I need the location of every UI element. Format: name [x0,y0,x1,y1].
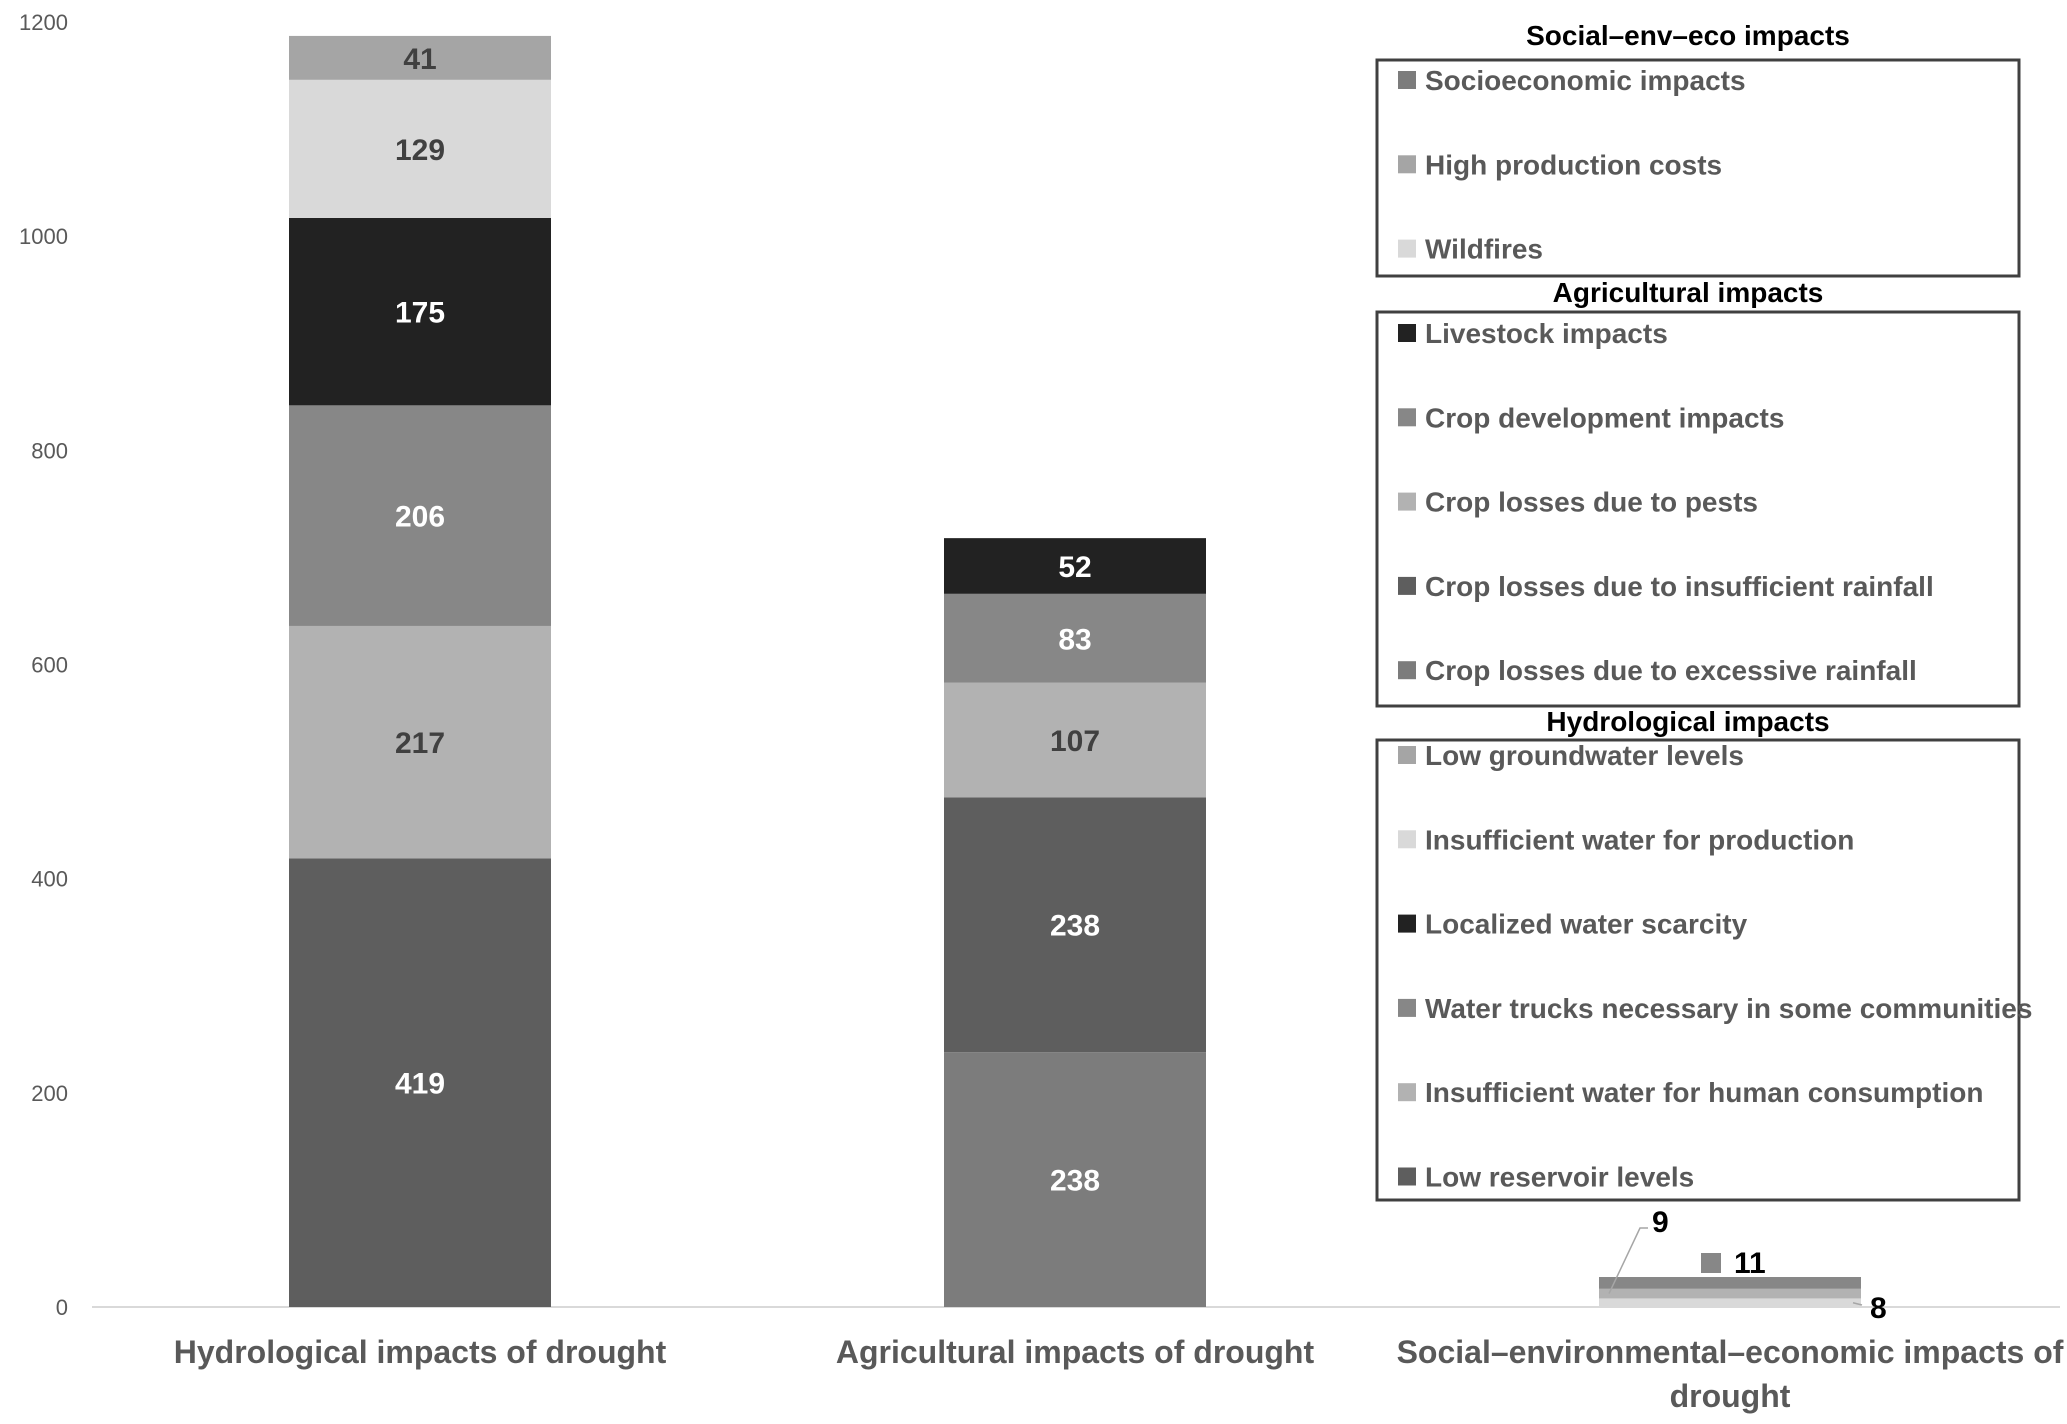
x-category-label: Agricultural impacts of drought [835,1334,1315,1370]
legend-swatch [1398,661,1416,679]
bar-segment [1599,1289,1861,1299]
data-label: 206 [394,500,446,534]
x-category-label: Social–environmental–economic impacts of drought [1396,1334,2064,1414]
legend-swatch [1398,324,1416,342]
legend-item-label: Crop losses due to insufficient rainfall [1425,570,1934,602]
legend-swatch [1398,1168,1416,1186]
legend-item-label: Crop losses due to excessive rainfall [1425,655,1917,687]
data-label: 175 [394,296,446,330]
legend-item-label: Crop losses due to pests [1425,486,1758,518]
data-label: 52 [1058,550,1092,584]
y-tick-label: 800 [31,438,68,464]
legend-swatch [1398,915,1416,933]
x-axis-labels [174,1334,2064,1414]
data-label: 8 [1870,1292,1887,1325]
legend-swatch [1398,240,1416,258]
legend-item-label: Insufficient water for production [1425,824,1855,856]
legend-item-label: Crop development impacts [1425,402,1785,434]
legend-swatch [1398,577,1416,595]
y-tick-label: 0 [55,1295,68,1320]
data-label: 238 [1049,1164,1101,1198]
legend-item-label: Localized water scarcity [1425,908,1748,940]
legend-item-label: Low reservoir levels [1425,1161,1695,1193]
y-tick-label: 1200 [19,10,68,35]
data-label: 217 [394,727,446,761]
legend-swatch [1398,155,1416,173]
data-label: 83 [1058,623,1092,657]
bar-segment [1599,1298,1861,1307]
y-tick-label: 600 [31,652,68,678]
legend-group-title: Agricultural impacts [1552,277,1824,308]
bar-segment [1599,1277,1861,1289]
y-tick-label: 200 [31,1080,68,1106]
legend-item-label: Livestock impacts [1425,318,1668,349]
legend-group-title: Hydrological impacts [1546,706,1830,737]
data-label: 9 [1652,1206,1669,1239]
legend-item-label: Water trucks necessary in some communities [1425,992,2033,1024]
data-label: 107 [1049,724,1101,758]
legend-item-label: Socioeconomic impacts [1425,65,1746,96]
data-label: 129 [394,133,446,167]
data-label: 11 [1734,1247,1766,1280]
data-label-key [1701,1253,1721,1273]
legend-item-label: Insufficient water for human consumption [1425,1077,1984,1109]
data-label: 419 [394,1067,446,1101]
legend-swatch [1398,493,1416,511]
legend-swatch [1398,746,1416,764]
legend-swatch [1398,408,1416,426]
data-label: 238 [1049,909,1101,943]
y-tick-label: 400 [31,866,68,892]
x-category-label: Hydrological impacts of drought [173,1334,667,1370]
legend-item-label: High production costs [1425,149,1723,181]
legend-item-label: Wildfires [1425,233,1543,265]
legend-swatch [1398,999,1416,1017]
legend-swatch [1398,1083,1416,1101]
legend-swatch [1398,71,1416,89]
legend [1377,20,2032,1200]
y-axis [19,10,68,1320]
y-tick-label: 1000 [19,224,68,250]
legend-group-title: Social–env–eco impacts [1526,20,1850,51]
legend-item-label: Low groundwater levels [1425,740,1744,771]
data-label: 41 [403,42,437,76]
legend-swatch [1398,830,1416,848]
legend-group-box [1377,740,2019,1200]
